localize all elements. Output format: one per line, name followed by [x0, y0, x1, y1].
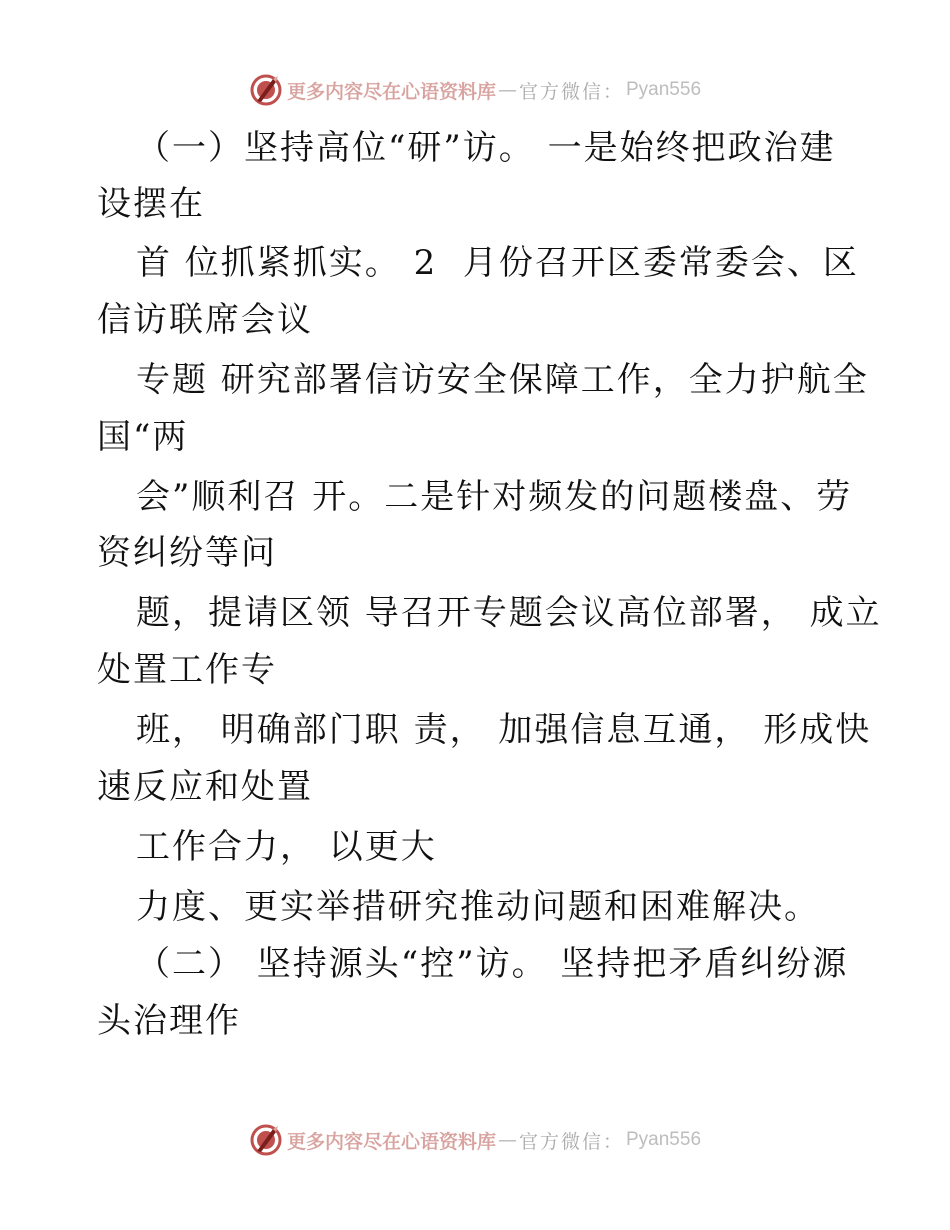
text-line: 会”顺利召 开。二是针对频发的问题楼盘、劳 — [136, 477, 853, 517]
text-line: 题，提请区领 导召开专题会议高位部署， 成立 — [136, 593, 882, 633]
header-banner — [0, 70, 950, 110]
text-line: 信访联席会议 — [97, 300, 313, 340]
text-line: （二） 坚持源头“控”访。 坚持把矛盾纠纷源 — [136, 944, 849, 984]
text-line: 国“两 — [97, 417, 189, 457]
quill-pen-logo-icon — [249, 73, 283, 107]
text-line: 专题 研究部署信访安全保障工作，全力护航全 — [136, 360, 869, 400]
footer-banner — [0, 1120, 950, 1160]
text-line: 头治理作 — [97, 1001, 241, 1041]
quill-pen-logo-icon — [249, 1123, 283, 1157]
banner-wechat-id: Pyan556 — [626, 1129, 702, 1150]
text-line: 力度、更实举措研究推动问题和困难解决。 — [136, 887, 820, 927]
text-line: 设摆在 — [97, 184, 205, 224]
text-line: 速反应和处置 — [97, 767, 313, 807]
text-line: 处置工作专 — [97, 650, 277, 690]
text-line: 工作合力， 以更大 — [136, 827, 437, 867]
banner-official-label: 官方微信： — [518, 80, 624, 103]
text-line: 班， 明确部门职 责， 加强信息互通， 形成快 — [136, 710, 872, 750]
banner-dash: — — [497, 79, 517, 101]
text-line: 资纠纷等问 — [97, 533, 277, 573]
banner-dash: — — [497, 1129, 517, 1151]
banner-wechat-id: Pyan556 — [626, 79, 702, 100]
banner-brand-text: 更多内容尽在心语资料库 — [286, 1130, 496, 1153]
banner-brand-text: 更多内容尽在心语资料库 — [286, 80, 496, 103]
text-line: 首 位抓紧抓实。 2 月份召开区委常委会、区 — [136, 243, 859, 283]
banner-official-label: 官方微信： — [518, 1130, 624, 1153]
text-line: （一）坚持高位“研”访。 一是始终把政治建 — [136, 128, 836, 168]
